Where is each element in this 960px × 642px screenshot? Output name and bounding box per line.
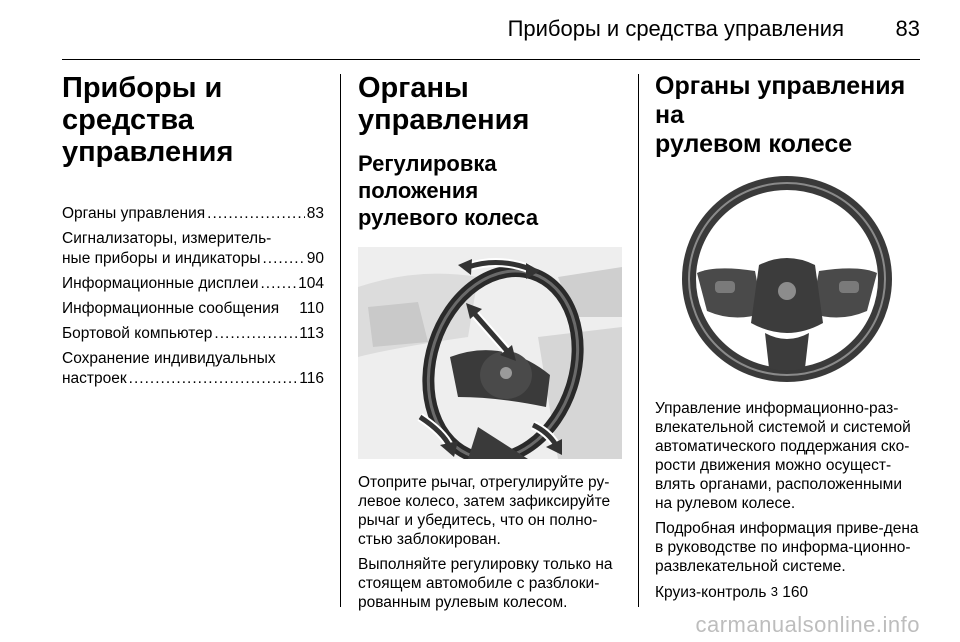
running-title: Приборы и средства управления <box>507 16 844 41</box>
toc-item-page: 90 <box>306 250 324 267</box>
toc-item-page: 83 <box>306 205 324 222</box>
watermark: carmanualsonline.info <box>695 612 920 637</box>
subsection-title-line2: рулевого колеса <box>358 205 539 230</box>
toc-leader <box>129 369 298 389</box>
cross-reference-icon: 3 <box>770 584 778 599</box>
toc-item-title: Сохранение индивидуальных <box>62 350 276 367</box>
warning-paragraph: Выполняйте регулировку только на стоящем автомобиле с разблоки-рованным рулевым колесом. <box>358 556 613 611</box>
chapter-title-line2: управления <box>62 136 234 168</box>
section-title-line1: Органы управления на <box>655 72 906 129</box>
toc-item[interactable] <box>62 324 324 344</box>
toc-leader <box>262 249 304 269</box>
steering-wheel-illustration <box>655 173 919 385</box>
toc-item[interactable] <box>62 229 324 269</box>
column-toc <box>62 72 324 394</box>
table-of-contents <box>62 204 324 389</box>
header-rule <box>62 59 920 60</box>
steering-adjust-illustration <box>358 247 622 459</box>
steering-adjust-drawing <box>358 247 622 459</box>
toc-item-page: 104 <box>298 275 324 292</box>
column-wheel-controls <box>655 72 920 602</box>
page-header <box>62 14 920 60</box>
cruise-control-reference[interactable] <box>655 582 920 602</box>
chapter-title <box>62 72 324 168</box>
toc-item[interactable] <box>62 349 324 389</box>
section-title <box>655 72 920 159</box>
cruise-control-label: Круиз-контроль <box>655 584 767 601</box>
column-divider-1 <box>340 74 341 607</box>
toc-item-title: ные приборы и индикаторы <box>62 250 261 267</box>
subsection-title-line1: Регулировка положения <box>358 151 497 203</box>
column-steering-adjust <box>358 72 622 612</box>
section-title-line2: рулевом колесе <box>655 130 853 158</box>
toc-item-title: настроек <box>62 370 127 387</box>
toc-item-page: 116 <box>299 370 324 387</box>
column-divider-2 <box>638 74 639 607</box>
toc-item[interactable] <box>62 204 324 224</box>
cruise-control-page: 160 <box>782 584 809 601</box>
toc-item-page: 113 <box>299 325 324 342</box>
toc-leader <box>214 324 297 344</box>
toc-item-title: Сигнализаторы, измеритель- <box>62 230 272 247</box>
chapter-title-line1: Приборы и средства <box>62 72 223 136</box>
steering-wheel-drawing <box>655 173 919 385</box>
section-title: Органы управления <box>358 72 530 136</box>
toc-item-title: Информационные дисплеи <box>62 275 259 292</box>
controls-paragraph: Управление информационно-раз-влекательной системой и системой автоматического поддержания ско-рости движения можно осущест-влять органами, расположенными на рулевом колесе. <box>655 400 911 512</box>
toc-leader <box>260 274 296 294</box>
reference-paragraph: Подробная информация приве-дена в руководстве по информа-ционно-развлекательной системе. <box>655 520 919 575</box>
toc-item-title: Бортовой компьютер <box>62 325 213 342</box>
toc-item[interactable] <box>62 299 324 319</box>
instruction-paragraph: Отоприте рычаг, отрегулируйте ру-левое колесо, затем зафиксируйте рычаг и убедитесь, что он полно-стью заблокирован. <box>358 474 611 548</box>
toc-item-title: Органы управления <box>62 205 206 222</box>
toc-item-title: Информационные сообщения <box>62 300 280 317</box>
toc-item[interactable] <box>62 274 324 294</box>
page-number: 83 <box>895 16 920 41</box>
toc-item-page: 110 <box>299 300 324 317</box>
subsection-title <box>358 150 622 231</box>
toc-leader <box>207 204 305 224</box>
